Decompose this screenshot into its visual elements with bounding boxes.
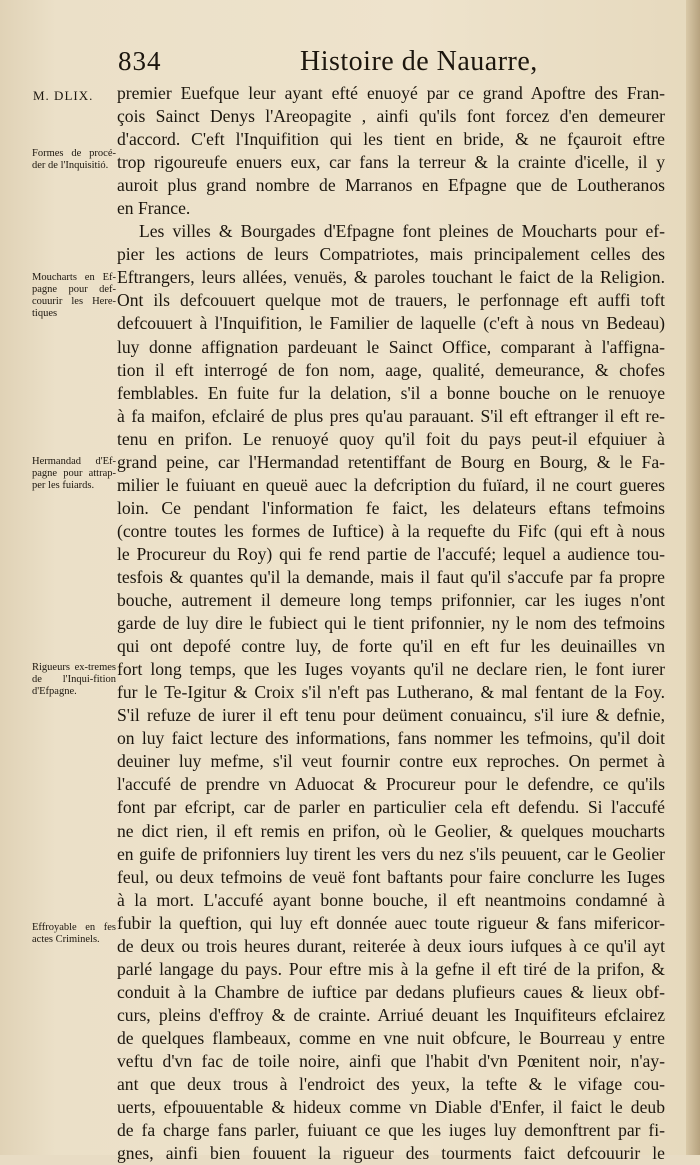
text-line: luy donne affignation pardeuant le Sainct Office, comparant à l'affigna- (117, 336, 665, 357)
text-line: auroit plus grand nombre de Marranos en Efpagne que de Loutheranos (117, 175, 665, 196)
text-line: Eftrangers, leurs allées, venuës, & paroles touchant le faict de la Religion. (117, 267, 665, 288)
text-line: de quelques flambeaux, comme en vne nuit obfcure, le Bourreau y entre (117, 1027, 665, 1048)
text-line: à la mort. L'accufé ayant bonne bouche, il eft neantmoins condamné à (117, 889, 665, 910)
page-number: 834 (118, 46, 162, 76)
text-line: de fa charge fans parler, fuiuant ce que les iuges luy demonftrent par fi- (117, 1120, 665, 1141)
text-line: de deux ou trois heures durant, reiterée à deux iours iufques à ce qu'il ayt (117, 935, 665, 956)
text-line: qui ont depofé contre luy, de forte qu'il en eft fur les deuinailles vn (117, 636, 665, 657)
text-line: loin. Ce pendant l'information fe faict, les delateurs eftans tefmoins (117, 497, 665, 518)
text-line: à fa maifon, efclairé de plus pres qu'au parauant. S'il eft eftranger il eft re- (117, 405, 665, 426)
text-line: fur le Te-Igitur & Croix s'il n'eft pas Lutherano, & mal fentant de la Foy. (117, 682, 665, 703)
margin-note: Rigueurs ex-tremes de l'Inqui-fition d'Efpagne. (32, 662, 116, 697)
page-edge (686, 0, 700, 1155)
text-line: en guife de prifonniers luy tirent les vers du nez s'ils peuuent, car le Geolier (117, 843, 665, 864)
text-line: uerts, efpouuentable & hideux comme vn Diable d'Enfer, il faict le deub (117, 1097, 665, 1118)
year-note: M. DLIX. (33, 88, 94, 103)
text-line: fubir la queftion, qui luy eft donnée auec toute rigueur & fans mifericor- (117, 912, 665, 933)
text-line: garde de luy dire le fubiect qui le tient prifonnier, ny le nom des tefmoins (117, 613, 665, 634)
text-line: le Procureur du Roy) qui fe rend partie de l'accufé; lequel a audience tou- (117, 543, 665, 564)
body-text (117, 82, 665, 1165)
text-line: tenu en prifon. Le renuoyé quoy qu'il foit du pays peut-il efquiuer à (117, 428, 665, 449)
text-line: on luy faict lecture des informations, fans nommer les tefmoins, qu'il doit (117, 728, 665, 749)
margin-note: Hermandad d'Ef-pagne pour attrap-per les fuiards. (32, 456, 116, 491)
text-line: premier Euefque leur ayant efté enuoyé par ce grand Apoftre des Fran- (117, 83, 665, 103)
text-line: d'accord. C'eft l'Inquifition qui les tient en bride, & ne fçauroit eftre (117, 129, 665, 150)
text-line: çois Sainct Denys l'Areopagite , ainfi qu'ils font forcez d'en demeurer (117, 106, 665, 127)
text-line: veftu d'vn fac de toile noire, ainfi que l'habit d'vn Pœnitent noir, n'ay- (117, 1050, 665, 1071)
text-line: Les villes & Bourgades d'Efpagne font pleines de Moucharts pour ef- (139, 221, 665, 242)
text-line: curs, pleins d'effroy & de crainte. Arriué deuant les Inquifiteurs efclairez (117, 1004, 665, 1025)
page-header (0, 44, 700, 84)
text-line: pier les actions de leurs Compatriotes, mais principalement celles des (117, 244, 665, 265)
text-line: gnes, ainfi bien fouuent la rigueur des tourments faict defcouurir le (117, 1143, 665, 1164)
text-line: en France. (117, 198, 191, 219)
text-line: ant que deux trous à l'endroict des yeux, la tefte & le vifage cou- (117, 1074, 665, 1095)
text-line: bouche, autrement il demeure long temps prifonnier, car les iuges n'ont (117, 590, 665, 611)
margin-note: Moucharts en Ef-pagne pour def-couurir les Here-tiques (32, 272, 116, 319)
text-line: parlé langage du pays. Pour eftre mis à la gefne il eft tiré de la prifon, & (117, 958, 665, 979)
text-line: tesfois & quantes qu'il la demande, mais il faut qu'il s'accufe par fa propre (117, 566, 665, 587)
text-line: femblables. En fuite fur la delation, s'il a bonne bouche on le renuoye (117, 382, 665, 403)
text-line: Ont ils defcouuert quelque mot de trauers, le perfonnage eft auffi toft (117, 290, 665, 311)
text-line: trop rigoureufe enuers eux, car fans la terreur & la crainte d'icelle, il y (117, 152, 665, 173)
text-line: milier le fuiuant en queuë auec la defcription du fuïard, il ne court gueres (117, 474, 665, 495)
text-line: tion il eft interrogé de fon nom, aage, qualité, demeurance, & chofes (117, 359, 665, 380)
text-line: font par efcript, car de parler en particulier cela eft defendu. Si l'accufé (117, 797, 665, 818)
text-line: conduit à la Chambre de iuftice par dedans plufieurs caues & lieux obf- (117, 981, 665, 1002)
text-line: S'il refuze de iurer il eft tenu pour deüment conuaincu, s'il iure & defnie, (117, 705, 665, 726)
text-line: defcouuert à l'Inquifition, le Familier de laquelle (c'eft à nous vn Bedeau) (117, 313, 665, 334)
text-line: fort long temps, que les Iuges voyants qu'il ne declare rien, le font iurer (117, 659, 665, 680)
margin-note: Effroyable en fes actes Criminels. (32, 922, 116, 945)
text-line: ne dict rien, il eft remis en prifon, où le Geolier, & quelques moucharts (117, 820, 665, 841)
text-line: grand peine, car l'Hermandad retentiffant de Bourg en Bourg, & le Fa- (117, 451, 665, 472)
text-line: feul, ou deux tefmoins de veuë font baftants pour faire conclurre les Iuges (117, 866, 665, 887)
margin-note: Formes de procé-der de l'Inquisitió. (32, 148, 116, 171)
text-line: (contre toutes les formes de Iuftice) à la requefte du Fifc (qui eft à nous (117, 520, 665, 541)
text-line: deuiner luy mefme, s'il veut fournir contre eux reproches. On permet à (117, 751, 665, 772)
running-title: Histoire de Nauarre, (300, 46, 538, 77)
text-line: l'accufé de prendre vn Aduocat & Procureur pour le defendre, ce qu'ils (117, 774, 665, 795)
